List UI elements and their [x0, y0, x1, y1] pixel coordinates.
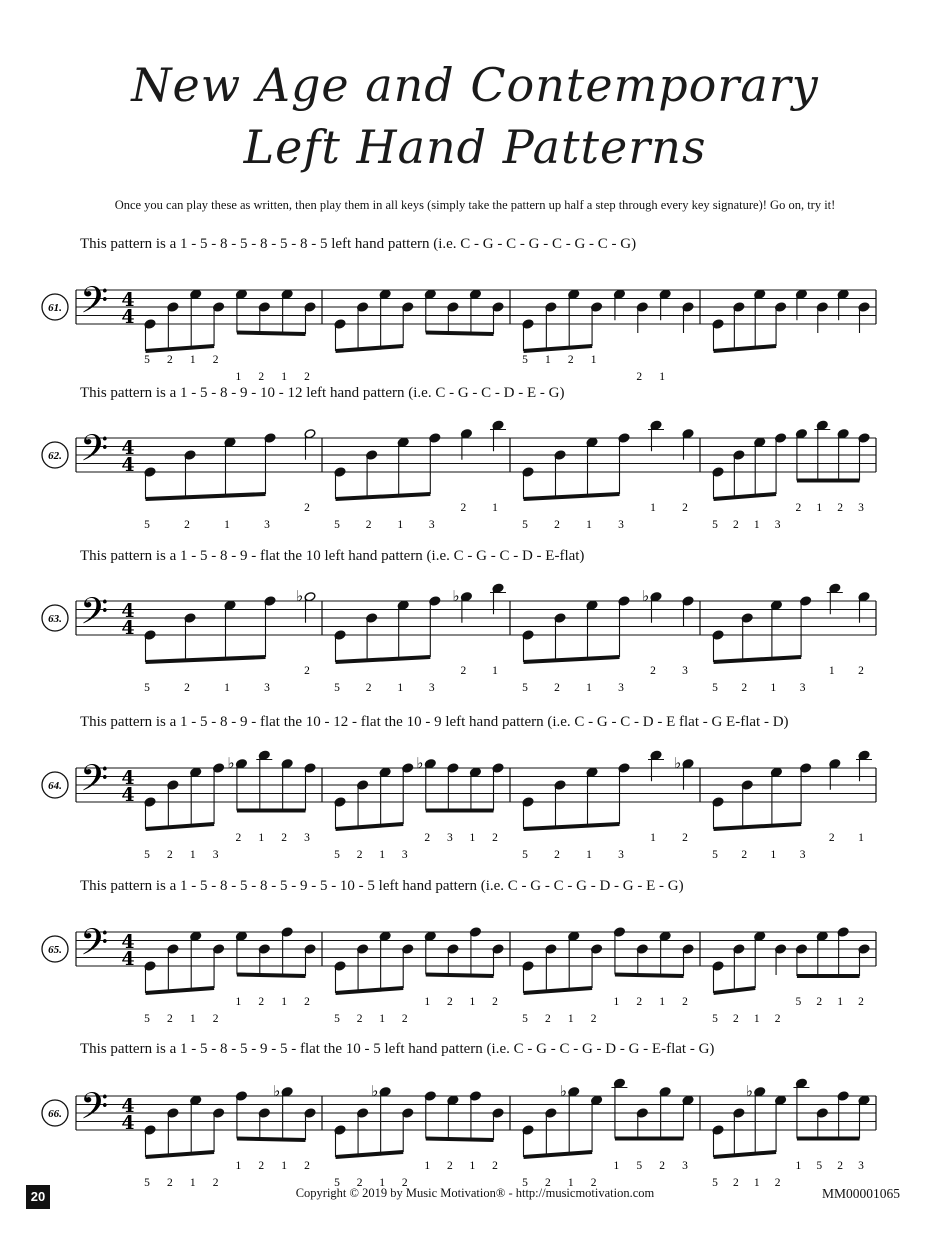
fingering-number: 1: [816, 502, 823, 514]
bass-clef-icon: 𝄢: [80, 1085, 109, 1137]
fingering-number: 5: [334, 1177, 340, 1189]
note-beam: [714, 346, 777, 351]
flat-icon: ♭: [642, 586, 650, 605]
fingering-number: 1: [659, 371, 666, 383]
fingering-number: 1: [397, 682, 404, 694]
time-signature-bottom: 4: [121, 784, 135, 806]
note-beam: [336, 988, 404, 993]
note-beam: [426, 975, 494, 977]
fingering-number: 2: [774, 1177, 781, 1189]
fingering-number: 3: [428, 519, 435, 531]
time-signature-top: 4: [121, 931, 135, 953]
fingering-number: 5: [712, 1013, 718, 1025]
fingering-number: 2: [365, 519, 372, 531]
pattern-description: This pattern is a 1 - 5 - 8 - 5 - 9 - 5 - flat the 10 - 5 left hand pattern (i.e. C - G - C - G - D - G - E-flat - G): [80, 1041, 715, 1057]
fingering-number: 2: [636, 371, 643, 383]
note-beam: [146, 494, 266, 499]
bass-clef-icon: 𝄢: [80, 590, 109, 642]
fingering-number: 1: [828, 665, 835, 677]
fingering-number: 1: [492, 665, 498, 677]
fingering-number: 1: [189, 1177, 196, 1189]
fingering-number: 3: [304, 832, 310, 844]
staff-system: [0, 907, 950, 1025]
fingering-number: 5: [522, 1177, 528, 1189]
fingering-number: 2: [732, 1177, 739, 1189]
fingering-number: 2: [732, 1013, 739, 1025]
fingering-number: 3: [264, 519, 270, 531]
pattern-number: 64.: [48, 780, 62, 792]
fingering-number: 1: [590, 354, 597, 366]
fingering-number: 2: [184, 519, 190, 531]
fingering-number: 1: [235, 1160, 242, 1172]
flat-icon: ♭: [273, 1081, 281, 1100]
fingering-number: 1: [659, 996, 666, 1008]
pattern-number: 63.: [48, 613, 62, 625]
fingering-number: 2: [741, 849, 748, 861]
fingering-number: 1: [492, 502, 498, 514]
fingering-number: 2: [567, 354, 574, 366]
fingering-number: 1: [586, 682, 592, 694]
note-beam: [426, 333, 494, 335]
note-beam: [336, 657, 431, 662]
fingering-number: 1: [281, 371, 288, 383]
pattern-description: This pattern is a 1 - 5 - 8 - 5 - 8 - 5 - 9 - 5 - 10 - 5 left hand pattern (i.e. C - G - C - G - D - G - E - G): [80, 878, 684, 894]
note-beam: [714, 494, 777, 499]
fingering-number: 2: [554, 682, 560, 694]
fingering-number: 5: [522, 682, 528, 694]
time-signature-top: 4: [121, 1095, 135, 1117]
note-beam: [524, 1152, 593, 1157]
fingering-number: 1: [379, 1013, 386, 1025]
fingering-number: 2: [659, 1160, 666, 1172]
fingering-number: 3: [446, 832, 453, 844]
note-beam: [714, 657, 802, 662]
note-beam: [426, 1139, 494, 1141]
fingering-number: 2: [590, 1177, 597, 1189]
flat-icon: ♭: [745, 1081, 753, 1100]
staff-system: [0, 576, 950, 694]
time-signature-top: 4: [121, 767, 135, 789]
fingering-number: 5: [144, 354, 150, 366]
fingering-number: 1: [567, 1177, 574, 1189]
fingering-number: 1: [858, 832, 864, 844]
fingering-number: 1: [650, 502, 656, 514]
fingering-number: 2: [554, 849, 560, 861]
staff-system: [0, 265, 950, 383]
note-beam: [237, 975, 306, 977]
fingering-number: 1: [189, 1013, 196, 1025]
fingering-number: 1: [770, 849, 777, 861]
fingering-number: 1: [586, 519, 592, 531]
fingering-number: 2: [365, 682, 372, 694]
note-beam: [714, 988, 756, 993]
fingering-number: 1: [650, 832, 656, 844]
fingering-number: 1: [469, 832, 476, 844]
fingering-number: 5: [522, 1013, 528, 1025]
fingering-number: 1: [189, 354, 196, 366]
fingering-number: 2: [212, 1013, 219, 1025]
note-beam: [146, 988, 215, 993]
fingering-number: 2: [401, 1177, 408, 1189]
fingering-number: 2: [460, 502, 467, 514]
pattern-description: This pattern is a 1 - 5 - 8 - 5 - 8 - 5 - 8 - 5 left hand pattern (i.e. C - G - C - G - C - G - C - G): [80, 236, 637, 252]
fingering-number: 5: [144, 682, 150, 694]
fingering-number: 1: [753, 519, 760, 531]
fingering-number: 1: [224, 519, 230, 531]
fingering-number: 1: [281, 996, 288, 1008]
fingering-number: 5: [334, 1013, 340, 1025]
fingering-number: 3: [858, 502, 864, 514]
fingering-number: 5: [816, 1160, 823, 1172]
time-signature-bottom: 4: [121, 454, 135, 476]
fingering-number: 1: [258, 832, 265, 844]
fingering-number: 2: [460, 665, 467, 677]
fingering-number: 2: [401, 1013, 408, 1025]
fingering-number: 2: [682, 502, 688, 514]
fingering-number: 5: [522, 354, 528, 366]
time-signature-bottom: 4: [121, 1112, 135, 1134]
fingering-number: 3: [618, 519, 624, 531]
fingering-number: 3: [212, 849, 219, 861]
flat-icon: ♭: [674, 753, 682, 772]
fingering-number: 1: [235, 371, 242, 383]
fingering-number: 2: [235, 832, 242, 844]
fingering-number: 1: [379, 849, 386, 861]
note-beam: [146, 657, 266, 662]
note-beam: [615, 975, 684, 977]
note-beam: [146, 1152, 215, 1157]
bass-clef-icon: 𝄢: [80, 921, 109, 973]
fingering-number: 2: [446, 996, 453, 1008]
fingering-number: 2: [795, 502, 802, 514]
staff-system: [0, 1071, 950, 1189]
fingering-number: 2: [544, 1177, 551, 1189]
fingering-number: 1: [397, 519, 404, 531]
fingering-number: 1: [753, 1013, 760, 1025]
pattern-description: This pattern is a 1 - 5 - 8 - 9 - 10 - 12 left hand pattern (i.e. C - G - C - D - E - G): [80, 385, 565, 401]
fingering-number: 1: [424, 1160, 431, 1172]
fingering-number: 1: [753, 1177, 760, 1189]
fingering-number: 3: [774, 519, 781, 531]
note-beam: [714, 824, 802, 829]
fingering-number: 5: [712, 1177, 718, 1189]
fingering-number: 1: [837, 996, 844, 1008]
page-number: 20: [26, 1185, 50, 1209]
fingering-number: 1: [567, 1013, 574, 1025]
pattern-number: 61.: [48, 302, 62, 314]
fingering-number: 2: [774, 1013, 781, 1025]
fingering-number: 3: [618, 682, 624, 694]
fingering-number: 1: [613, 1160, 620, 1172]
fingering-number: 2: [682, 832, 688, 844]
fingering-number: 2: [212, 354, 219, 366]
fingering-number: 5: [334, 519, 340, 531]
fingering-number: 2: [816, 996, 823, 1008]
fingering-number: 2: [356, 849, 363, 861]
note-beam: [146, 824, 215, 829]
fingering-number: 1: [613, 996, 620, 1008]
fingering-number: 5: [712, 849, 718, 861]
pattern-description: This pattern is a 1 - 5 - 8 - 9 - flat the 10 left hand pattern (i.e. C - G - C - D - E-flat): [80, 548, 585, 564]
fingering-number: 2: [258, 1160, 265, 1172]
note-beam: [336, 494, 431, 499]
fingering-number: 2: [732, 519, 739, 531]
fingering-number: 5: [712, 519, 718, 531]
note-beam: [524, 824, 620, 829]
bass-clef-icon: 𝄢: [80, 279, 109, 331]
fingering-number: 1: [795, 1160, 802, 1172]
fingering-number: 5: [636, 1160, 643, 1172]
fingering-number: 2: [492, 1160, 498, 1172]
fingering-number: 2: [858, 996, 864, 1008]
note-beam: [237, 333, 306, 335]
fingering-number: 3: [682, 665, 688, 677]
fingering-number: 2: [492, 832, 498, 844]
flat-icon: ♭: [452, 586, 460, 605]
fingering-number: 5: [712, 682, 718, 694]
fingering-number: 5: [144, 519, 150, 531]
fingering-number: 2: [304, 502, 310, 514]
fingering-number: 5: [334, 849, 340, 861]
fingering-number: 1: [281, 1160, 288, 1172]
fingering-number: 2: [304, 1160, 310, 1172]
fingering-number: 3: [264, 682, 270, 694]
note-beam: [524, 988, 593, 993]
note-beam: [237, 1139, 306, 1141]
fingering-number: 2: [650, 665, 656, 677]
fingering-number: 2: [212, 1177, 219, 1189]
fingering-number: 2: [281, 832, 288, 844]
page-title-line-1: New Age and Contemporary: [131, 58, 819, 112]
fingering-number: 3: [858, 1160, 864, 1172]
fingering-number: 2: [166, 1177, 173, 1189]
fingering-number: 1: [189, 849, 196, 861]
fingering-number: 3: [682, 1160, 688, 1172]
fingering-number: 2: [184, 682, 190, 694]
staff-system: [0, 743, 950, 861]
intro-text: Once you can play these as written, then play them in all keys (simply take the pattern up half a step through every key signature)! Go on, try it!: [114, 198, 836, 212]
fingering-number: 1: [469, 1160, 476, 1172]
fingering-number: 3: [401, 849, 408, 861]
pattern-number: 66.: [48, 1108, 62, 1120]
fingering-number: 1: [224, 682, 230, 694]
fingering-number: 2: [837, 1160, 844, 1172]
note-beam: [336, 1152, 404, 1157]
fingering-number: 2: [492, 996, 498, 1008]
fingering-number: 2: [828, 832, 835, 844]
fingering-number: 1: [586, 849, 592, 861]
note-beam: [524, 346, 593, 351]
fingering-number: 2: [258, 371, 265, 383]
fingering-number: 2: [554, 519, 560, 531]
fingering-number: 5: [144, 1177, 150, 1189]
staff-system: [0, 413, 950, 531]
fingering-number: 5: [144, 849, 150, 861]
copyright: Copyright © 2019 by Music Motivation® - http://musicmotivation.com: [295, 1186, 655, 1200]
note-beam: [336, 346, 404, 351]
note-beam: [336, 824, 404, 829]
fingering-number: 3: [799, 682, 806, 694]
fingering-number: 2: [741, 682, 748, 694]
fingering-number: 2: [544, 1013, 551, 1025]
fingering-number: 5: [522, 849, 528, 861]
fingering-number: 2: [356, 1177, 363, 1189]
note-beam: [714, 1152, 777, 1157]
fingering-number: 2: [166, 354, 173, 366]
fingering-number: 2: [166, 1013, 173, 1025]
fingering-number: 2: [636, 996, 643, 1008]
flat-icon: ♭: [371, 1081, 379, 1100]
fingering-number: 2: [258, 996, 265, 1008]
fingering-number: 2: [837, 502, 844, 514]
note-beam: [524, 494, 620, 499]
fingering-number: 2: [446, 1160, 453, 1172]
fingering-number: 5: [144, 1013, 150, 1025]
fingering-number: 1: [469, 996, 476, 1008]
fingering-number: 2: [304, 665, 310, 677]
fingering-number: 1: [424, 996, 431, 1008]
flat-icon: ♭: [559, 1081, 567, 1100]
time-signature-top: 4: [121, 437, 135, 459]
fingering-number: 2: [682, 996, 688, 1008]
page-title-line-2: Left Hand Patterns: [243, 120, 707, 174]
fingering-number: 5: [334, 682, 340, 694]
bass-clef-icon: 𝄢: [80, 757, 109, 809]
fingering-number: 1: [770, 682, 777, 694]
fingering-number: 3: [799, 849, 806, 861]
time-signature-bottom: 4: [121, 306, 135, 328]
time-signature-bottom: 4: [121, 948, 135, 970]
fingering-number: 2: [304, 371, 310, 383]
pattern-description: This pattern is a 1 - 5 - 8 - 9 - flat the 10 - 12 - flat the 10 - 9 left hand pattern (i.e. C - G - C - D - E flat - G E-flat - D): [80, 714, 789, 730]
fingering-number: 2: [304, 996, 310, 1008]
fingering-number: 1: [235, 996, 242, 1008]
time-signature-bottom: 4: [121, 617, 135, 639]
fingering-number: 1: [379, 1177, 386, 1189]
fingering-number: 2: [590, 1013, 597, 1025]
note-beam: [524, 657, 620, 662]
fingering-number: 3: [428, 682, 435, 694]
fingering-number: 5: [522, 519, 528, 531]
fingering-number: 2: [166, 849, 173, 861]
fingering-number: 3: [618, 849, 624, 861]
pattern-number: 62.: [48, 450, 62, 462]
bass-clef-icon: 𝄢: [80, 427, 109, 479]
time-signature-top: 4: [121, 289, 135, 311]
pattern-number: 65.: [48, 944, 62, 956]
flat-icon: ♭: [296, 586, 304, 605]
fingering-number: 2: [356, 1013, 363, 1025]
fingering-number: 1: [544, 354, 551, 366]
fingering-number: 2: [424, 832, 431, 844]
flat-icon: ♭: [227, 753, 235, 772]
note-beam: [146, 346, 215, 351]
time-signature-top: 4: [121, 600, 135, 622]
document-code: MM00001065: [821, 1186, 900, 1201]
flat-icon: ♭: [416, 753, 424, 772]
fingering-number: 2: [858, 665, 864, 677]
fingering-number: 5: [795, 996, 802, 1008]
